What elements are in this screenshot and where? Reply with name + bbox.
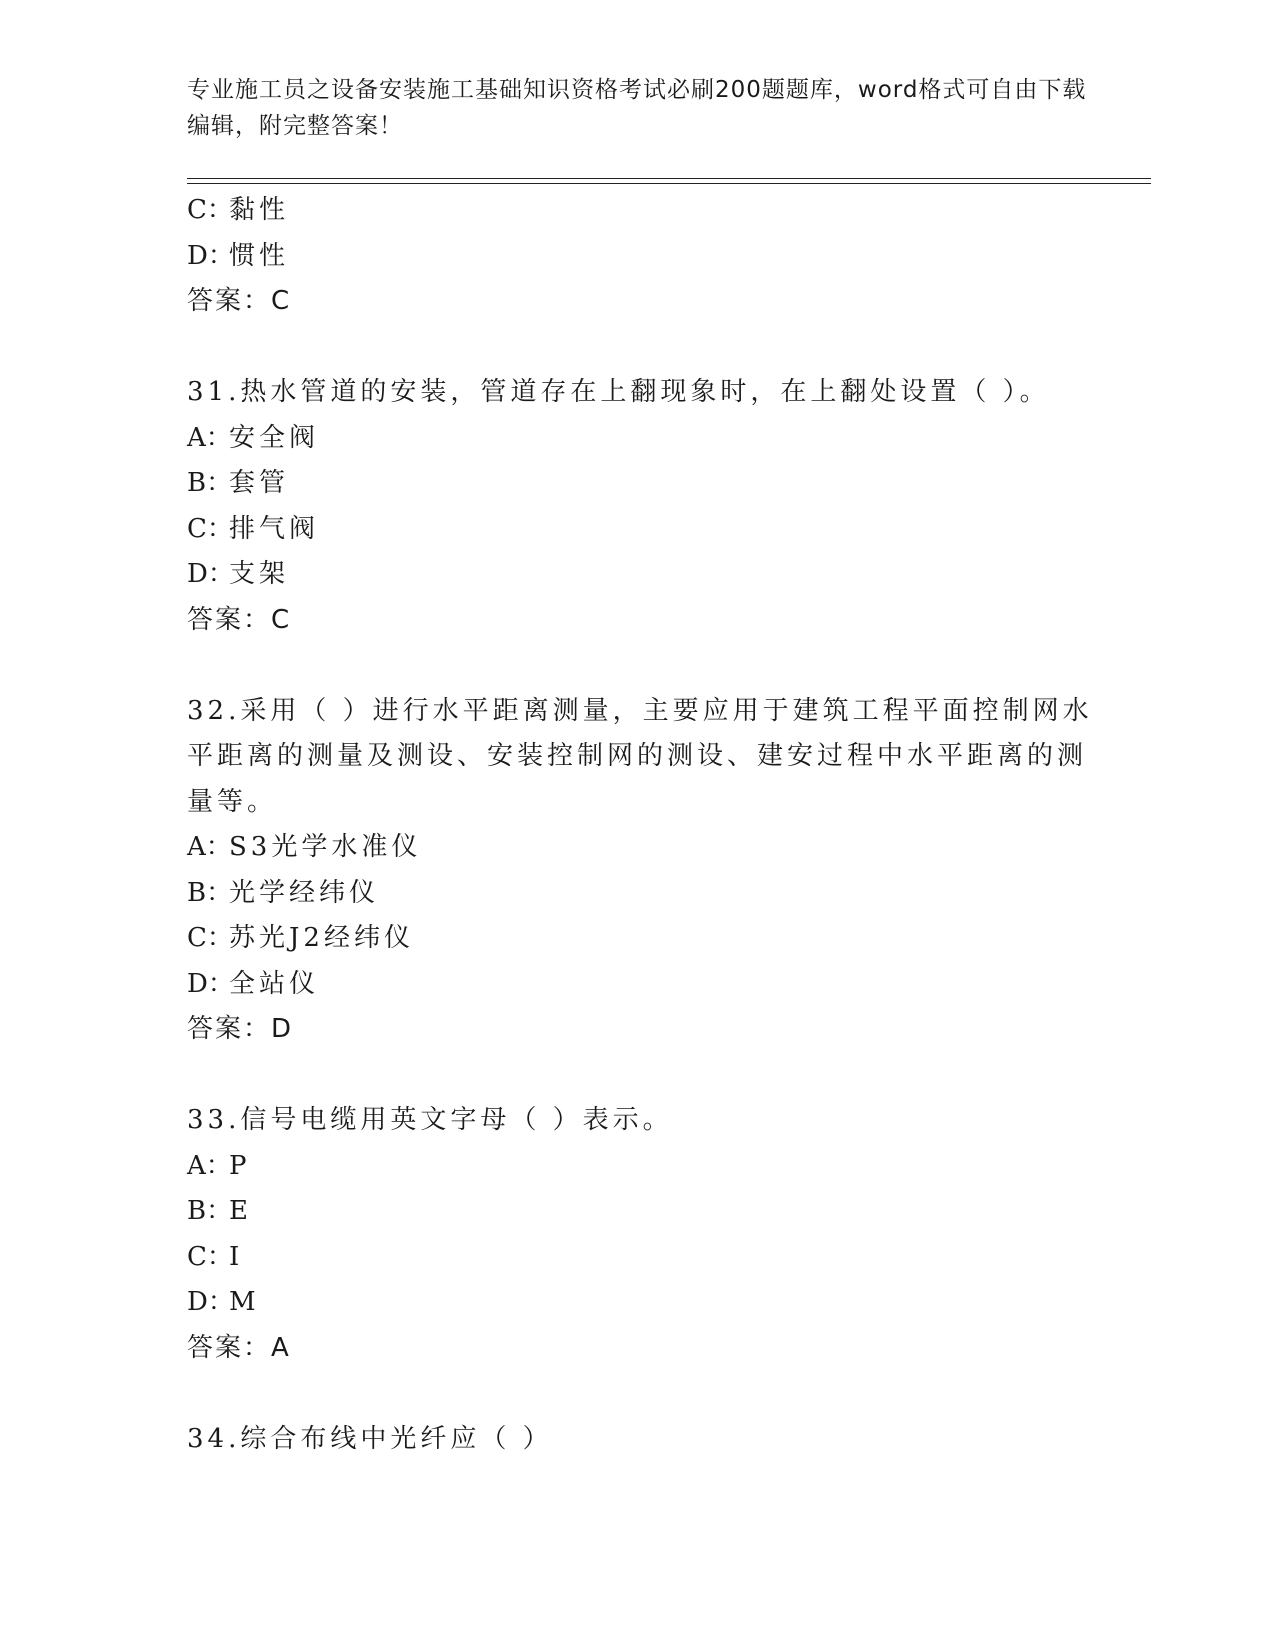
- option-a: A：安全阀: [187, 422, 320, 453]
- option-c: C：苏光J2经纬仪: [187, 923, 414, 953]
- document-header: 专业施工员之设备安装施工基础知识资格考试必刷200题题库，word格式可自由下载编辑，附完整答案！: [187, 77, 1087, 139]
- option-c: C：I: [187, 1241, 244, 1272]
- option-d: D：全站仪: [187, 968, 320, 999]
- option-d: D：M: [187, 1287, 260, 1317]
- header-divider-bottom: [187, 183, 1151, 184]
- answer-line: 答案：C: [187, 604, 292, 635]
- option-a: A：S3光学水准仪: [187, 832, 422, 862]
- option-b: B：套管: [187, 468, 290, 498]
- answer-line: 答案：C: [187, 286, 292, 316]
- option-d: D：支架: [187, 559, 290, 589]
- option-c: C：黏性: [187, 195, 290, 225]
- answer-line: 答案：A: [187, 1332, 291, 1363]
- option-d: D：惯性: [187, 240, 290, 271]
- question-stem-31: 31.热水管道的安装，管道存在上翻现象时，在上翻处设置（ ）。: [187, 377, 1050, 407]
- question-stem-33: 33.信号电缆用英文字母（ ）表示。: [187, 1105, 673, 1135]
- option-c: C：排气阀: [187, 513, 320, 544]
- question-list: [187, 188, 1093, 1462]
- question-stem-32-line-1: 32.采用（ ）进行水平距离测量，主要应用于建筑工程平面控制网水: [187, 695, 1093, 726]
- question-stem-32-line-3: 量等。: [187, 786, 278, 817]
- question-stem-34: 34.综合布线中光纤应（ ）: [187, 1423, 553, 1454]
- option-b: B：E: [187, 1196, 252, 1226]
- header-divider-top: [187, 178, 1151, 179]
- option-a: A：P: [187, 1150, 251, 1181]
- option-b: B：光学经纬仪: [187, 877, 380, 908]
- answer-line: 答案：D: [187, 1014, 294, 1044]
- question-stem-32-line-2: 平距离的测量及测设、安装控制网的测设、建安过程中水平距离的测: [187, 741, 1088, 771]
